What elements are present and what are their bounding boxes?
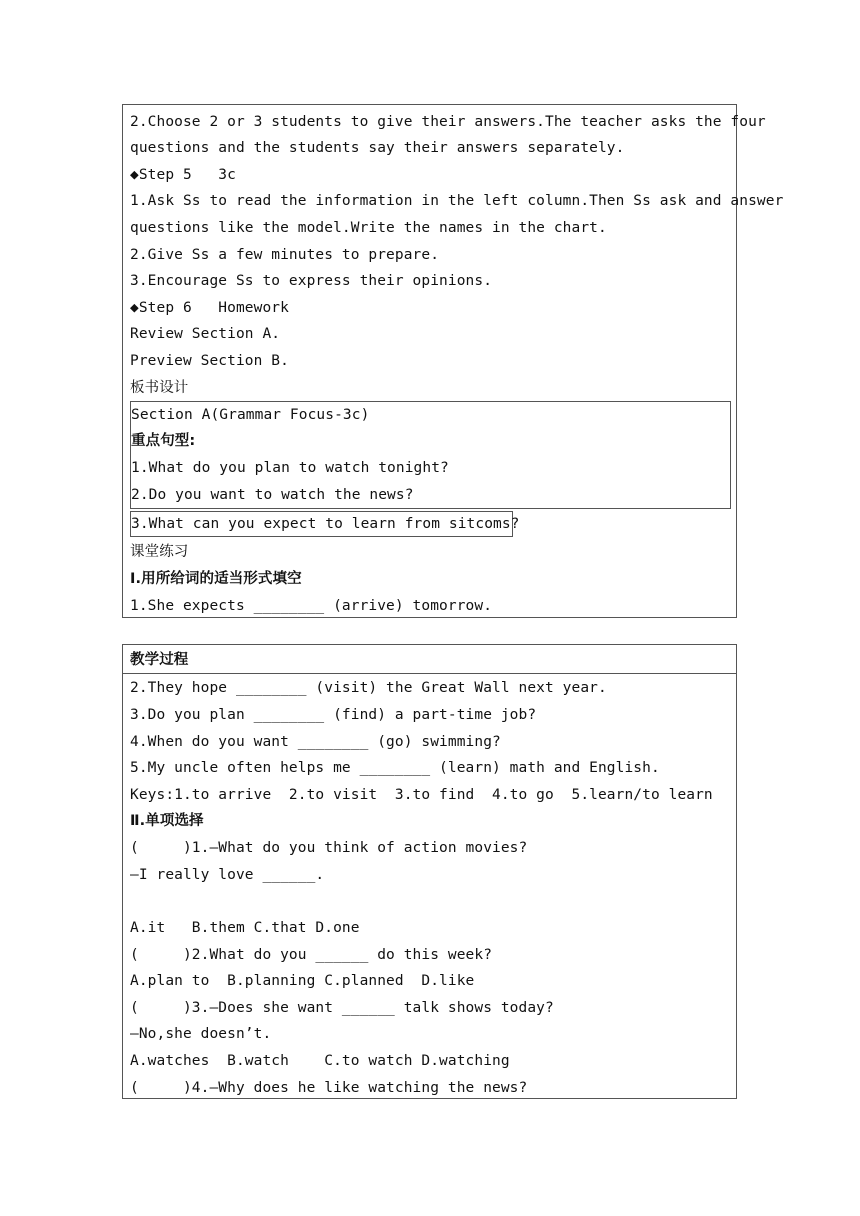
step-heading: ◆Step 5 3c [130,167,236,183]
exercise-line: 5.My uncle often helps me ________ (learn) math and English. [130,760,660,776]
section-title: Ⅰ.用所给词的适当形式填空 [130,571,302,587]
text-line: 1.Ask Ss to read the information in the left column.Then Ss ask and answer [130,193,784,209]
practice-title: 课堂练习 [130,544,189,560]
board-design-box [130,401,731,509]
board-title: Section A(Grammar Focus-3c) [131,407,370,423]
mc-line: ( )1.—What do you think of action movies? [130,840,528,856]
board-heading: 重点句型: [131,433,196,449]
exercise-line: 2.They hope ________ (visit) the Great Wall next year. [130,680,607,696]
text-line: 3.Encourage Ss to express their opinions. [130,273,493,289]
exercise-line: 1.She expects ________ (arrive) tomorrow. [130,598,493,614]
mc-line: —No,she doesn’t. [130,1026,272,1042]
step-heading: ◆Step 6 Homework [130,300,289,316]
lesson-box-bottom [122,644,737,1099]
board-sentence-box [130,511,520,537]
mc-line: ( )3.—Does she want ______ talk shows today? [130,1000,554,1016]
text-line: Review Section A. [130,326,281,342]
text-line: 2.Choose 2 or 3 students to give their answers.The teacher asks the four [130,114,766,130]
mc-line: ( )2.What do you ______ do this week? [130,947,493,963]
exercise-line: 4.When do you want ________ (go) swimming? [130,734,501,750]
mc-line: —I really love ______. [130,867,325,883]
board-sentence: 1.What do you plan to watch tonight? [131,460,449,476]
table-header: 教学过程 [130,652,189,668]
mc-line: ( )4.—Why does he like watching the news? [130,1080,528,1096]
answer-keys: Keys:1.to arrive 2.to visit 3.to find 4.to go 5.learn/to learn [130,787,713,803]
section-title: Ⅱ.单项选择 [130,813,204,829]
mc-options: A.watches B.watch C.to watch D.watching [130,1053,510,1069]
text-line: 2.Give Ss a few minutes to prepare. [130,247,440,263]
text-line: questions like the model.Write the names in the chart. [130,220,607,236]
mc-options: A.plan to B.planning C.planned D.like [130,973,475,989]
mc-options: A.it B.them C.that D.one [130,920,360,936]
board-sentence: 3.What can you expect to learn from sitcoms? [131,516,520,532]
board-sentence: 2.Do you want to watch the news? [131,487,414,503]
text-line: Preview Section B. [130,353,289,369]
header-divider [123,673,736,674]
board-design-label: 板书设计 [130,380,189,396]
text-line: questions and the students say their answers separately. [130,140,625,156]
exercise-line: 3.Do you plan ________ (find) a part-time job? [130,707,537,723]
lesson-box-top [122,104,784,618]
